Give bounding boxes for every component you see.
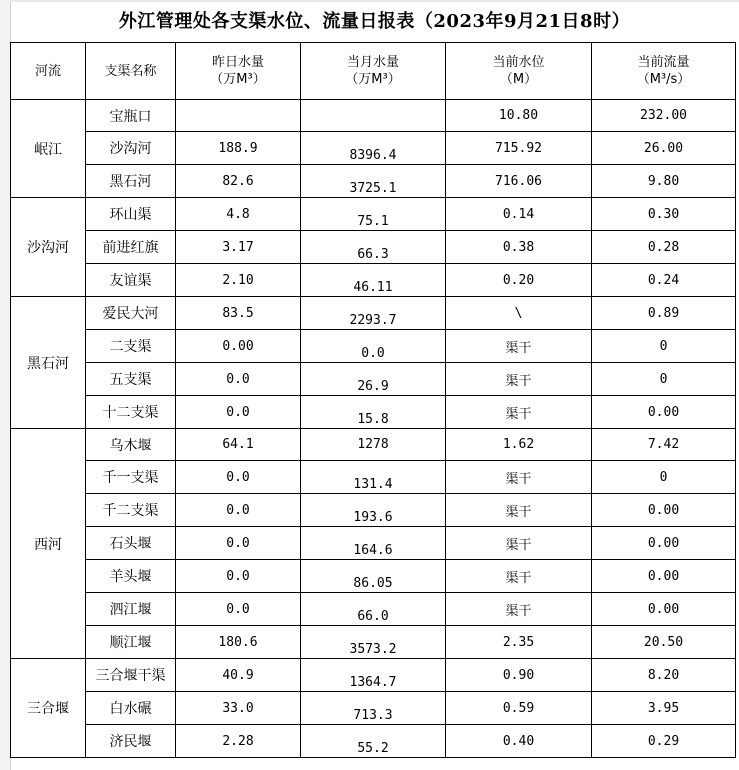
header-yesterday-label: 昨日水量 [211,55,264,70]
table-row [11,560,736,593]
yesterday-volume-cell[interactable]: 0.0 [176,527,301,560]
current-flow-cell[interactable]: 232.00 [592,100,736,132]
canal-name-cell[interactable]: 沙沟河 [86,132,176,165]
current-flow-cell[interactable]: 9.80 [592,165,736,198]
canal-name-cell[interactable]: 泗江堰 [86,593,176,626]
current-level-cell[interactable]: 渠干 [446,396,592,429]
yesterday-volume-cell[interactable]: 0.0 [176,593,301,626]
table-row [11,264,736,297]
current-level-cell[interactable]: 10.80 [446,100,592,132]
month-volume-cell[interactable] [301,100,446,132]
yesterday-volume-cell[interactable]: 0.0 [176,560,301,593]
table-row [11,659,736,692]
month-volume-cell[interactable]: 15.8 [301,396,446,429]
column-header-strip [10,0,739,2]
header-row [11,43,736,100]
canal-name-cell[interactable]: 羊头堰 [86,560,176,593]
canal-name-cell[interactable]: 顺江堰 [86,626,176,659]
yesterday-volume-cell[interactable]: 2.10 [176,264,301,297]
table-row [11,461,736,494]
header-yesterday-volume[interactable] [176,43,301,100]
yesterday-volume-cell[interactable]: 0.00 [176,330,301,363]
header-month-label: 当月水量 [346,55,399,70]
table-row [11,396,736,429]
current-level-cell[interactable]: 0.40 [446,725,592,758]
table-row [11,626,736,659]
table-row [11,297,736,330]
current-flow-cell[interactable]: 0.30 [592,198,736,231]
table-row [11,363,736,396]
current-level-cell[interactable]: 0.14 [446,198,592,231]
table-row [11,165,736,198]
current-flow-cell[interactable]: 0 [592,330,736,363]
table-row [11,725,736,758]
header-yesterday-unit: （万M³） [210,72,266,87]
canal-name-cell[interactable]: 五支渠 [86,363,176,396]
header-flow-label: 当前流量 [637,55,690,70]
header-river[interactable]: 河流 [11,43,86,100]
canal-name-cell[interactable]: 济民堰 [86,725,176,758]
month-volume-cell[interactable]: 2293.7 [301,297,446,330]
current-flow-cell[interactable]: 3.95 [592,692,736,725]
current-flow-cell[interactable]: 0 [592,363,736,396]
current-flow-cell[interactable]: 26.00 [592,132,736,165]
header-level-label: 当前水位 [492,55,545,70]
month-volume-cell[interactable]: 8396.4 [301,132,446,165]
current-level-cell[interactable]: 0.38 [446,231,592,264]
yesterday-volume-cell[interactable] [176,100,301,132]
current-flow-cell[interactable]: 0.00 [592,593,736,626]
table-row [11,429,736,461]
table-row [11,494,736,527]
current-flow-cell[interactable]: 0.29 [592,725,736,758]
current-flow-cell[interactable]: 0.00 [592,494,736,527]
current-level-cell[interactable]: 渠干 [446,461,592,494]
yesterday-volume-cell[interactable]: 4.8 [176,198,301,231]
report-table [10,42,736,758]
current-flow-cell[interactable]: 0.00 [592,396,736,429]
current-flow-cell[interactable]: 0.00 [592,560,736,593]
canal-name-cell[interactable]: 千一支渠 [86,461,176,494]
header-month-volume[interactable] [301,43,446,100]
month-volume-cell[interactable]: 3725.1 [301,165,446,198]
month-volume-cell[interactable]: 1364.7 [301,659,446,692]
current-level-cell[interactable]: 0.90 [446,659,592,692]
current-flow-cell[interactable]: 7.42 [592,429,736,461]
current-flow-cell[interactable]: 0.24 [592,264,736,297]
current-level-cell[interactable]: 渠干 [446,494,592,527]
current-flow-cell[interactable]: 20.50 [592,626,736,659]
header-month-unit: （万M³） [345,72,401,87]
canal-name-cell[interactable]: 千二支渠 [86,494,176,527]
current-level-cell[interactable]: 渠干 [446,560,592,593]
current-level-cell[interactable]: 715.92 [446,132,592,165]
table-row [11,527,736,560]
header-current-flow[interactable] [592,43,736,100]
table-row [11,231,736,264]
current-level-cell[interactable]: 2.35 [446,626,592,659]
month-volume-cell[interactable]: 164.6 [301,527,446,560]
river-cell[interactable]: 沙沟河 [11,198,86,297]
current-flow-cell[interactable]: 0.89 [592,297,736,330]
river-cell[interactable]: 三合堰 [11,659,86,758]
yesterday-volume-cell[interactable]: 0.0 [176,363,301,396]
month-volume-cell[interactable]: 713.3 [301,692,446,725]
river-cell[interactable]: 西河 [11,429,86,659]
yesterday-volume-cell[interactable]: 0.0 [176,461,301,494]
current-flow-cell[interactable]: 0 [592,461,736,494]
month-volume-cell[interactable]: 131.4 [301,461,446,494]
yesterday-volume-cell[interactable]: 188.9 [176,132,301,165]
month-volume-cell[interactable]: 66.0 [301,593,446,626]
yesterday-volume-cell[interactable]: 64.1 [176,429,301,461]
yesterday-volume-cell[interactable]: 83.5 [176,297,301,330]
canal-name-cell[interactable]: 黑石河 [86,165,176,198]
canal-name-cell[interactable]: 环山渠 [86,198,176,231]
canal-name-cell[interactable]: 三合堰干渠 [86,659,176,692]
table-row [11,100,736,132]
header-canal[interactable]: 支渠名称 [86,43,176,100]
table-row [11,132,736,165]
yesterday-volume-cell[interactable]: 40.9 [176,659,301,692]
yesterday-volume-cell[interactable]: 180.6 [176,626,301,659]
current-flow-cell[interactable]: 0.28 [592,231,736,264]
current-level-cell[interactable]: 0.20 [446,264,592,297]
canal-name-cell[interactable]: 二支渠 [86,330,176,363]
current-level-cell[interactable]: \ [446,297,592,330]
canal-name-cell[interactable]: 爱民大河 [86,297,176,330]
month-volume-cell[interactable]: 55.2 [301,725,446,758]
yesterday-volume-cell[interactable]: 2.28 [176,725,301,758]
month-volume-cell[interactable]: 86.05 [301,560,446,593]
header-current-level[interactable] [446,43,592,100]
canal-name-cell[interactable]: 宝瓶口 [86,100,176,132]
table-row [11,330,736,363]
current-level-cell[interactable]: 渠干 [446,593,592,626]
yesterday-volume-cell[interactable]: 0.0 [176,396,301,429]
current-level-cell[interactable]: 716.06 [446,165,592,198]
table-row [11,692,736,725]
header-level-unit: （M） [499,72,538,87]
month-volume-cell[interactable]: 46.11 [301,264,446,297]
river-cell[interactable]: 岷江 [11,100,86,198]
month-volume-cell[interactable]: 1278 [301,429,446,461]
month-volume-cell[interactable]: 193.6 [301,494,446,527]
month-volume-cell[interactable]: 0.0 [301,330,446,363]
canal-name-cell[interactable]: 友谊渠 [86,264,176,297]
current-flow-cell[interactable]: 0.00 [592,527,736,560]
month-volume-cell[interactable]: 3573.2 [301,626,446,659]
yesterday-volume-cell[interactable]: 0.0 [176,494,301,527]
canal-name-cell[interactable]: 乌木堰 [86,429,176,461]
month-volume-cell[interactable]: 66.3 [301,231,446,264]
header-flow-unit: （M³/s） [636,72,691,87]
yesterday-volume-cell[interactable]: 82.6 [176,165,301,198]
report-title: 外江管理处各支渠水位、流量日报表（2023年9月21日8时） [118,11,631,32]
current-level-cell[interactable]: 渠干 [446,527,592,560]
table-row [11,593,736,626]
yesterday-volume-cell[interactable]: 3.17 [176,231,301,264]
month-volume-cell[interactable]: 26.9 [301,363,446,396]
current-level-cell[interactable]: 渠干 [446,330,592,363]
canal-name-cell[interactable]: 白水碾 [86,692,176,725]
current-level-cell[interactable]: 1.62 [446,429,592,461]
current-level-cell[interactable]: 渠干 [446,363,592,396]
month-volume-cell[interactable]: 75.1 [301,198,446,231]
canal-name-cell[interactable]: 石头堰 [86,527,176,560]
yesterday-volume-cell[interactable]: 33.0 [176,692,301,725]
current-level-cell[interactable]: 0.59 [446,692,592,725]
canal-name-cell[interactable]: 十二支渠 [86,396,176,429]
canal-name-cell[interactable]: 前进红旗 [86,231,176,264]
river-cell[interactable]: 黑石河 [11,297,86,429]
current-flow-cell[interactable]: 8.20 [592,659,736,692]
table-row [11,198,736,231]
